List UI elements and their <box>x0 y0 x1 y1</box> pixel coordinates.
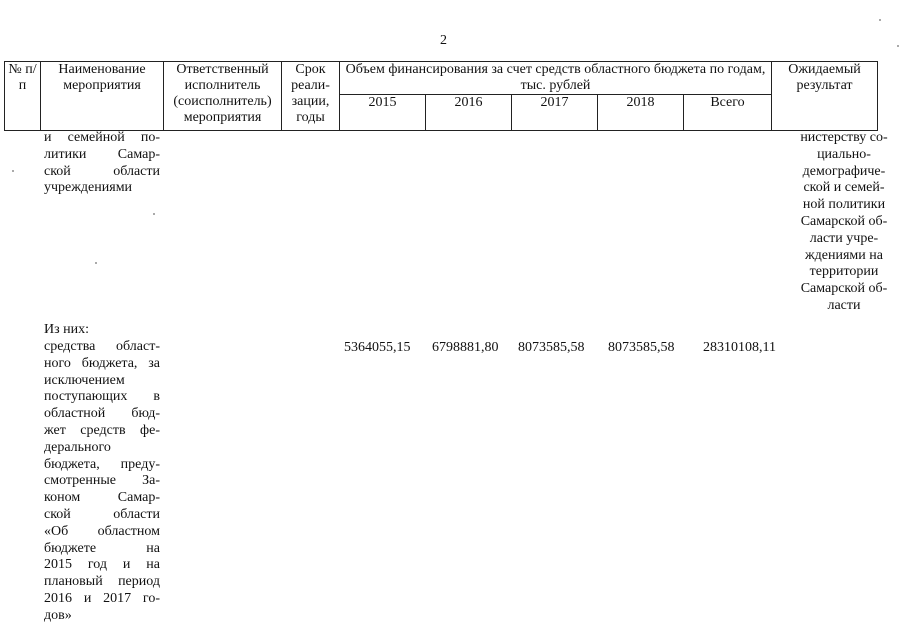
text-line: Самарской об- <box>800 281 888 297</box>
scan-speck <box>153 213 155 215</box>
text-line: ной политики <box>802 197 886 213</box>
header-year-2018: 2018 <box>598 95 684 131</box>
header-name: Наименование мероприятия <box>41 62 164 131</box>
value-total: 28310108,11 <box>703 340 776 355</box>
header-result: Ожидаемый результат <box>772 62 878 131</box>
header-year-2015: 2015 <box>340 95 426 131</box>
result-continuation <box>789 130 899 315</box>
header-term: Срок реали-зации, годы <box>282 62 340 131</box>
text-line: учреждениями <box>44 180 133 196</box>
value-2015: 5364055,15 <box>344 340 411 355</box>
text-line: дов» <box>44 607 72 623</box>
text-line: ской области <box>44 506 160 522</box>
name-continuation <box>44 130 160 197</box>
value-2018: 8073585,58 <box>608 340 675 355</box>
text-line: литики Самар- <box>44 146 160 162</box>
text-line: смотренные За- <box>44 473 160 489</box>
text-line: ской области <box>44 163 160 179</box>
text-line: 2016 и 2017 го- <box>44 590 160 606</box>
table-header <box>4 61 878 131</box>
text-line: 2015 год и на <box>44 557 160 573</box>
page-number: 2 <box>440 33 447 48</box>
text-line: ласти учре- <box>809 230 879 246</box>
text-line: ждениями на <box>805 247 883 263</box>
text-line: и семейной по- <box>44 130 160 145</box>
text-line: ного бюджета, за <box>44 355 160 371</box>
value-2017: 8073585,58 <box>518 340 585 355</box>
scan-speck <box>897 45 899 47</box>
header-total: Всего <box>684 95 772 131</box>
scan-speck <box>879 19 881 21</box>
value-2016: 6798881,80 <box>432 340 499 355</box>
text-line: коном Самар- <box>44 490 160 506</box>
text-line: бюджета, преду- <box>44 456 160 472</box>
text-line: демографиче- <box>802 163 886 179</box>
scan-speck <box>95 262 97 264</box>
text-line: областной бюд- <box>44 406 160 422</box>
text-line: поступающих в <box>44 389 160 405</box>
text-line: средства област- <box>44 339 160 354</box>
header-grid <box>4 61 878 131</box>
header-executor: Ответственный исполнитель (соисполнитель) мероприятия <box>164 62 282 131</box>
of-them-label: Из них: <box>44 322 90 337</box>
text-line: исключением <box>44 372 125 388</box>
funding-source-description <box>44 339 160 625</box>
text-line: ласти <box>827 297 861 313</box>
text-line: Самарской об- <box>800 213 888 229</box>
header-num: № п/п <box>5 62 41 131</box>
text-line: нистерству со- <box>800 130 888 145</box>
text-line: дерального <box>44 439 111 455</box>
header-funding: Объем финансирования за счет средств областного бюджета по годам, тыс. рублей <box>340 62 772 95</box>
scan-speck <box>12 170 14 172</box>
text-line: плановый период <box>44 574 160 590</box>
text-line: территории <box>809 264 879 280</box>
text-line: ской и семей- <box>803 180 885 196</box>
text-line: «Об областном <box>44 523 160 539</box>
text-line: бюджете на <box>44 540 160 556</box>
header-year-2017: 2017 <box>512 95 598 131</box>
text-line: жет средств фе- <box>44 422 160 438</box>
header-year-2016: 2016 <box>426 95 512 131</box>
text-line: циально- <box>817 146 871 162</box>
